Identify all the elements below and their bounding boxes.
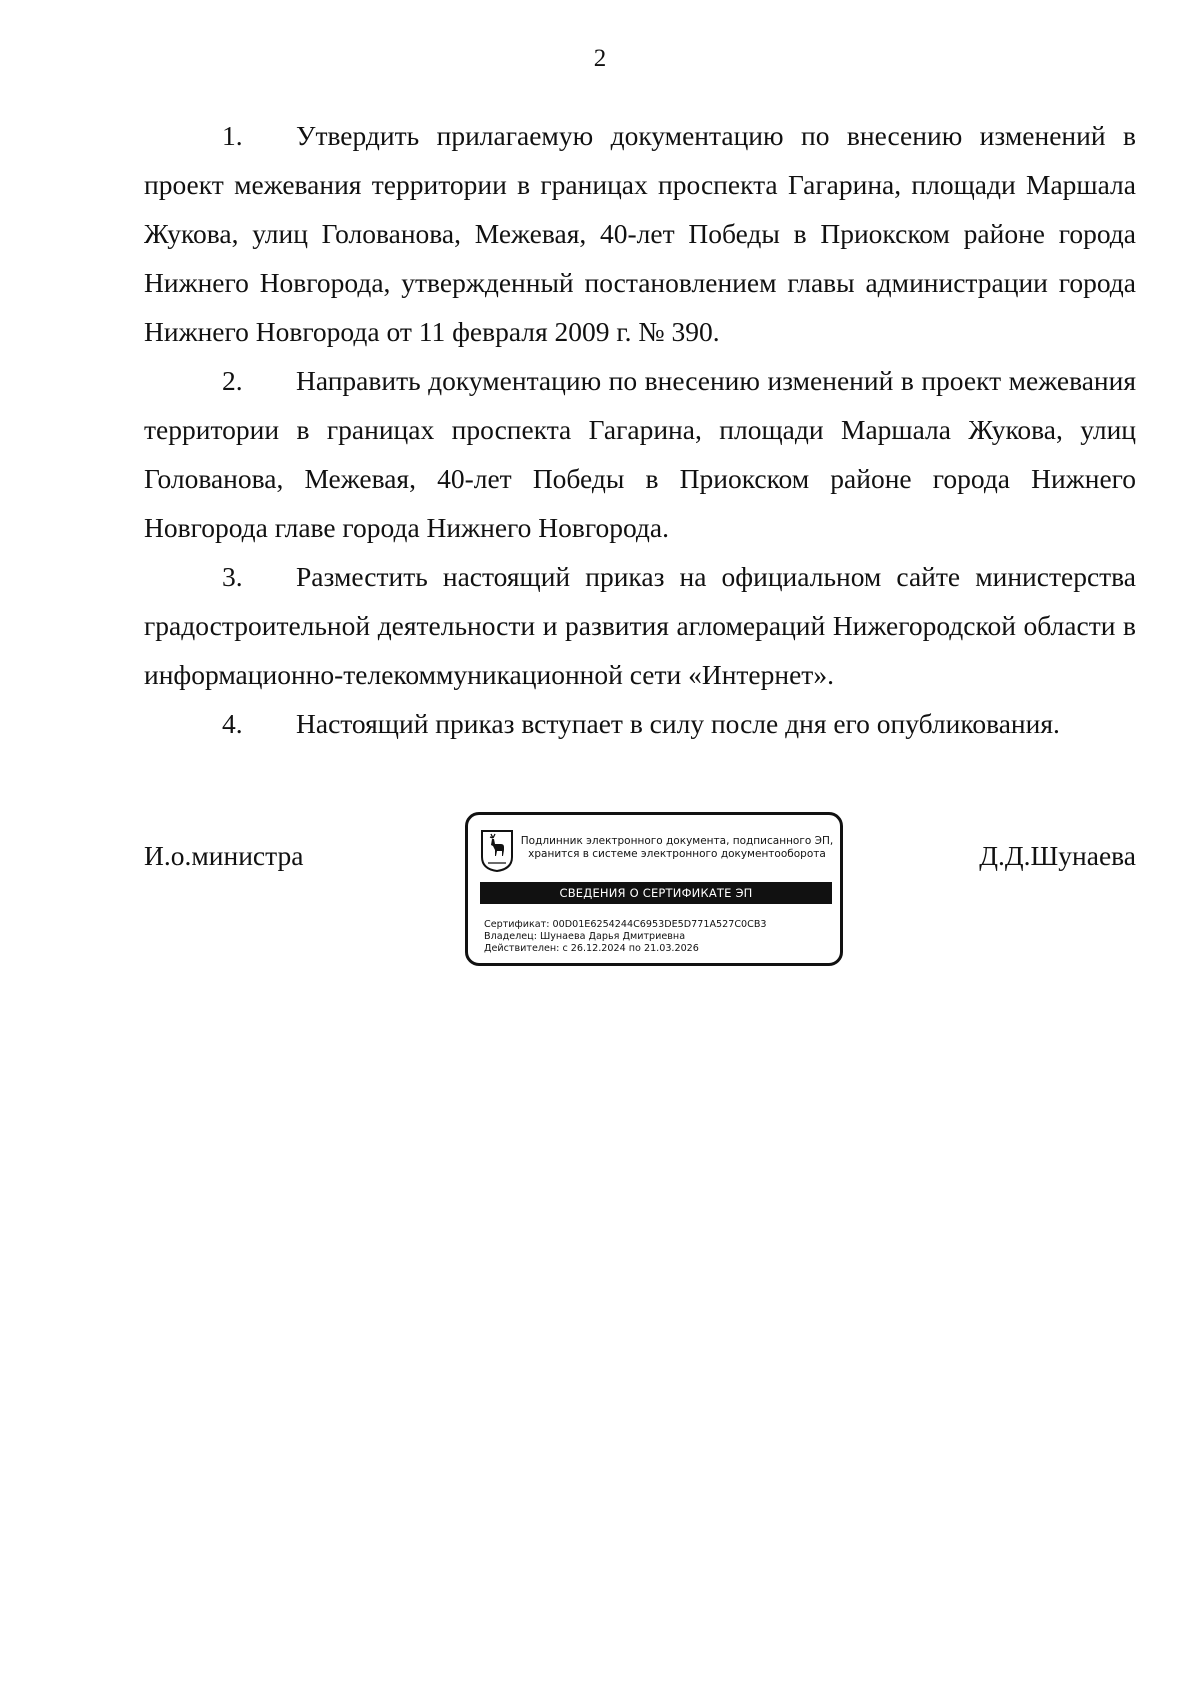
paragraph-number: 3. (222, 561, 243, 592)
paragraph-text: Утвердить прилагаемую документацию по внесению изменений в проект межевания территории в границах проспекта Гагарина, площади Маршала Жукова, улиц Голованова, Межевая, 40-лет Победы в Приокском районе города Нижнего Новгорода, утвержденный постановлением главы администрации города Нижнего Новгорода от 11 февраля 2009 г. № 390. (144, 120, 1136, 347)
signatory-name: Д.Д.Шунаева (979, 840, 1136, 871)
paragraph-2 (144, 356, 1136, 552)
paragraph-number: 4. (222, 708, 243, 739)
signatory-position: И.о.министра (144, 840, 304, 871)
nizhny-novgorod-deer-emblem-icon (480, 829, 514, 873)
stamp-header (518, 835, 836, 861)
paragraph-text: Настоящий приказ вступает в силу после дня его опубликования. (296, 708, 1060, 739)
paragraph-text: Направить документацию по внесению изменений в проект межевания территории в границах проспекта Гагарина, площади Маршала Жукова, улиц Голованова, Межевая, 40-лет Победы в Приокском районе города Нижнего Новгорода главе города Нижнего Новгорода. (144, 365, 1136, 543)
stamp-title-bar: СВЕДЕНИЯ О СЕРТИФИКАТЕ ЭП (480, 882, 832, 904)
paragraph-4 (144, 699, 1136, 748)
paragraph-number: 1. (222, 120, 243, 151)
page-number: 2 (593, 45, 607, 72)
signature-block (144, 812, 1136, 972)
paragraph-3 (144, 552, 1136, 699)
certificate-owner: Владелец: Шунаева Дарья Дмитриевна (484, 931, 686, 942)
certificate-number: Сертификат: 00D01E6254244C6953DE5D771A527C0CB3 (484, 919, 767, 930)
certificate-validity: Действителен: с 26.12.2024 по 21.03.2026 (484, 943, 699, 954)
paragraph-1 (144, 111, 1136, 356)
paragraph-number: 2. (222, 365, 243, 396)
paragraph-text: Разместить настоящий приказ на официальном сайте министерства градостроительной деятельности и развития агломераций Нижегородской области в информационно-телекоммуникационной сети «Интернет». (144, 561, 1136, 690)
stamp-header-line: хранится в системе электронного документооборота (528, 848, 826, 860)
document-body (144, 111, 1136, 748)
stamp-header-line: Подлинник электронного документа, подписанного ЭП, (520, 835, 834, 847)
electronic-signature-stamp (465, 812, 843, 966)
certificate-details (484, 919, 836, 955)
